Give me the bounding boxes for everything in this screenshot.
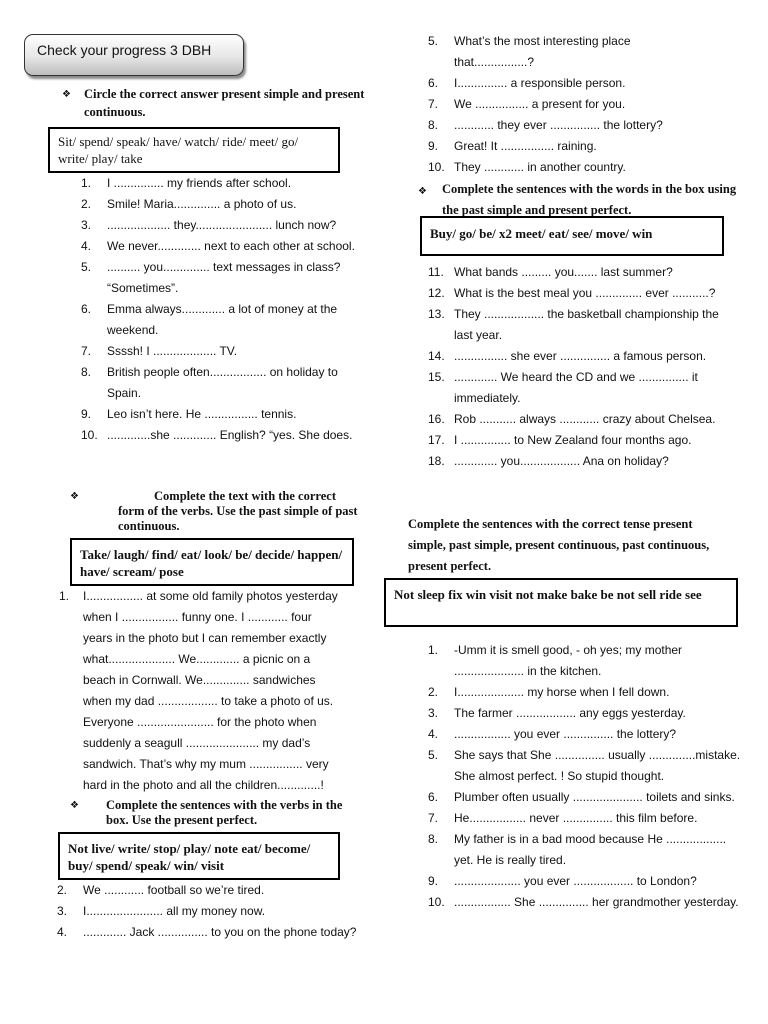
list-item [81,425,367,446]
paragraph-line: hard in the photo and all the children.............! [83,778,324,792]
item-text: ................ she ever ............... a famous person. [454,349,707,363]
section4-heading-text: Complete the sentences with the words in the box using the past simple and present perfect. [442,182,737,217]
item-number: 14. [428,349,445,363]
list-item [57,880,363,901]
item-text: What is the best meal you .............. ever ...........? [454,286,716,300]
list-item [81,299,367,341]
item-text: We ................ a present for you. [454,97,626,111]
section3-word-box: Not live/ write/ stop/ play/ note eat/ become/ buy/ spend/ speak/ win/ visit [58,832,340,880]
list-item [81,236,367,257]
section3-list-left [57,880,363,943]
bullet-icon: ❖ [70,800,79,811]
list-item [428,73,684,94]
item-text: British people often................. on holiday to Spain. [107,365,338,400]
list-item [81,362,367,404]
list-item [428,262,734,283]
item-number: 6. [81,302,92,316]
section4-heading [418,179,738,221]
list-item [81,257,367,299]
item-number: 9. [428,874,439,888]
item-number: 7. [81,344,92,358]
list-item [81,341,367,362]
section3-heading-text: Complete the sentences with the verbs in the box. Use the present perfect. [106,798,343,827]
item-text: -Umm it is smell good, - oh yes; my mother ..................... in the kitchen. [454,643,683,678]
item-text: He................. never ............... this film before. [454,811,698,825]
list-item [428,430,734,451]
item-number: 2. [81,197,92,211]
item-number: 3. [81,218,92,232]
list-item [81,194,367,215]
item-text: ................... they....................... lunch now? [107,218,337,232]
item-text: .............she ............. English? “yes. She does. [107,428,353,442]
list-item [57,922,363,943]
list-item [428,136,684,157]
section3-list-right [428,31,684,178]
item-number: 3. [428,706,439,720]
list-item [428,283,734,304]
item-number: 5. [428,34,439,48]
item-number: 5. [81,260,92,274]
paragraph-line: suddenly a seagull ...................... my dad’s [83,736,311,750]
item-text: We never............. next to each other at school. [107,239,355,253]
paragraph-line: Everyone ....................... for the photo when [83,715,317,729]
list-item [81,215,367,236]
item-number: 18. [428,454,445,468]
list-item [428,871,744,892]
section5-list [428,640,744,913]
item-number: 17. [428,433,445,447]
list-item [428,787,744,808]
item-number: 12. [428,286,445,300]
list-item [81,404,367,425]
item-text: .................... you ever .................. to London? [454,874,697,888]
item-text: ............. Jack ............... to you on the phone today? [83,925,357,939]
bullet-icon: ❖ [62,89,71,100]
list-item [428,409,734,430]
item-text: ................. She ............... her grandmother yesterday. [454,895,739,909]
item-text: ............ they ever ............... the lottery? [454,118,663,132]
paragraph-line: years in the photo but I can remember exactly [83,631,327,645]
item-number: 3. [57,904,68,918]
bullet-icon: ❖ [418,186,427,197]
item-text: We ............ football so we’re tired. [83,883,265,897]
item-number: 16. [428,412,445,426]
item-text: I.................... my horse when I fell down. [454,685,670,699]
item-number: 6. [428,790,439,804]
paragraph-lines [83,586,373,796]
item-text: I ............... my friends after school. [107,176,292,190]
item-text: They .................. the basketball championship the last year. [454,307,719,342]
section2-word-box: Take/ laugh/ find/ eat/ look/ be/ decide/ happen/ have/ scream/ pose [70,538,354,586]
item-text: I....................... all my money now. [83,904,266,918]
list-item [428,892,744,913]
list-item [428,346,734,367]
bullet-icon: ❖ [70,491,79,502]
section1-heading [62,85,367,121]
item-number: 15. [428,370,445,384]
item-number: 11. [428,265,444,279]
item-number: 4. [81,239,92,253]
list-item [428,724,744,745]
list-item [428,640,744,682]
item-number: 1. [81,176,92,190]
item-number: 5. [428,748,439,762]
item-text: I ............... to New Zealand four months ago. [454,433,692,447]
item-number: 8. [428,832,439,846]
list-item [428,304,734,346]
section3-heading [70,798,365,828]
item-text: Smile! Maria.............. a photo of us. [107,197,297,211]
list-item [81,173,367,194]
item-text: I............... a responsible person. [454,76,626,90]
item-number: 2. [57,883,68,897]
item-number: 4. [57,925,68,939]
section4-word-box: Buy/ go/ be/ x2 meet/ eat/ see/ move/ win [420,216,724,256]
item-number: 7. [428,97,439,111]
paragraph-line: sandwich. That’s why my mum ................ very [83,757,329,771]
item-text: Leo isn’t here. He ................ tennis. [107,407,297,421]
item-text: My father is in a bad mood because He .................. yet. He is really tired. [454,832,727,867]
worksheet-title: Check your progress 3 DBH [24,34,244,76]
item-text: They ............ in another country. [454,160,626,174]
item-text: ............. you.................. Ana on holiday? [454,454,669,468]
item-number: 1. [428,643,439,657]
item-text: ............. We heard the CD and we ............... it immediately. [454,370,698,405]
item-number: 10. [428,895,445,909]
paragraph-line: beach in Cornwall. We.............. sandwiches [83,673,316,687]
section1-word-box: Sit/ spend/ speak/ have/ watch/ ride/ meet/ go/ write/ play/ take [48,127,340,173]
item-number: 8. [428,118,439,132]
item-number: 13. [428,307,445,321]
section4-list [428,262,734,472]
section2-heading [70,489,365,534]
item-number: 9. [81,407,92,421]
list-item [428,745,744,787]
list-item [57,901,363,922]
item-number: 4. [428,727,439,741]
item-text: .......... you.............. text messages in class? “Sometimes”. [107,260,341,295]
list-item [428,451,734,472]
item-text: Ssssh! I ................... TV. [107,344,238,358]
paragraph-line: what.................... We............. a picnic on a [83,652,311,666]
paragraph-line: when I ................. funny one. I ............ four [83,610,312,624]
item-number: 10. [428,160,445,174]
item-number: 6. [428,76,439,90]
item-text: The farmer .................. any eggs yesterday. [454,706,686,720]
item-text: Plumber often usually ..................... toilets and sinks. [454,790,735,804]
list-item [428,367,734,409]
list-item [428,94,684,115]
item-number: 10. [81,428,98,442]
item-text: What’s the most interesting place that................? [454,34,631,69]
list-item [428,31,684,73]
item-text: Great! It ................ raining. [454,139,597,153]
item-number: 7. [428,811,439,825]
section5-heading: Complete the sentences with the correct tense present simple, past simple, present continuous, past continuous, present perfect. [408,517,710,573]
item-text: Emma always............. a lot of money at the weekend. [107,302,338,337]
item-number: 8. [81,365,92,379]
paragraph-line: I................. at some old family photos yesterday [83,589,338,603]
paragraph-number: 1. [59,589,70,603]
section5-word-box: Not sleep fix win visit not make bake be not sell ride see [384,578,738,627]
item-number: 2. [428,685,439,699]
list-item [428,682,744,703]
item-text: She says that She ............... usually ..............mistake. She almost perfect. ! So stupid thought. [454,748,741,783]
item-number: 9. [428,139,439,153]
list-item [428,157,684,178]
section2-heading-text: Complete the text with the correct form of the verbs. Use the past simple of past continuous. [118,489,358,533]
list-item [428,115,684,136]
item-text: ................. you ever ............... the lottery? [454,727,677,741]
section1-heading-text: Circle the correct answer present simple and present continuous. [84,87,365,119]
item-text: Rob ........... always ............ crazy about Chelsea. [454,412,716,426]
paragraph-line: when my dad .................. to take a photo of us. [83,694,334,708]
section1-list [81,173,367,446]
list-item [428,829,744,871]
section2-paragraph [59,586,373,796]
list-item [428,808,744,829]
list-item [428,703,744,724]
item-text: What bands ......... you....... last summer? [454,265,673,279]
